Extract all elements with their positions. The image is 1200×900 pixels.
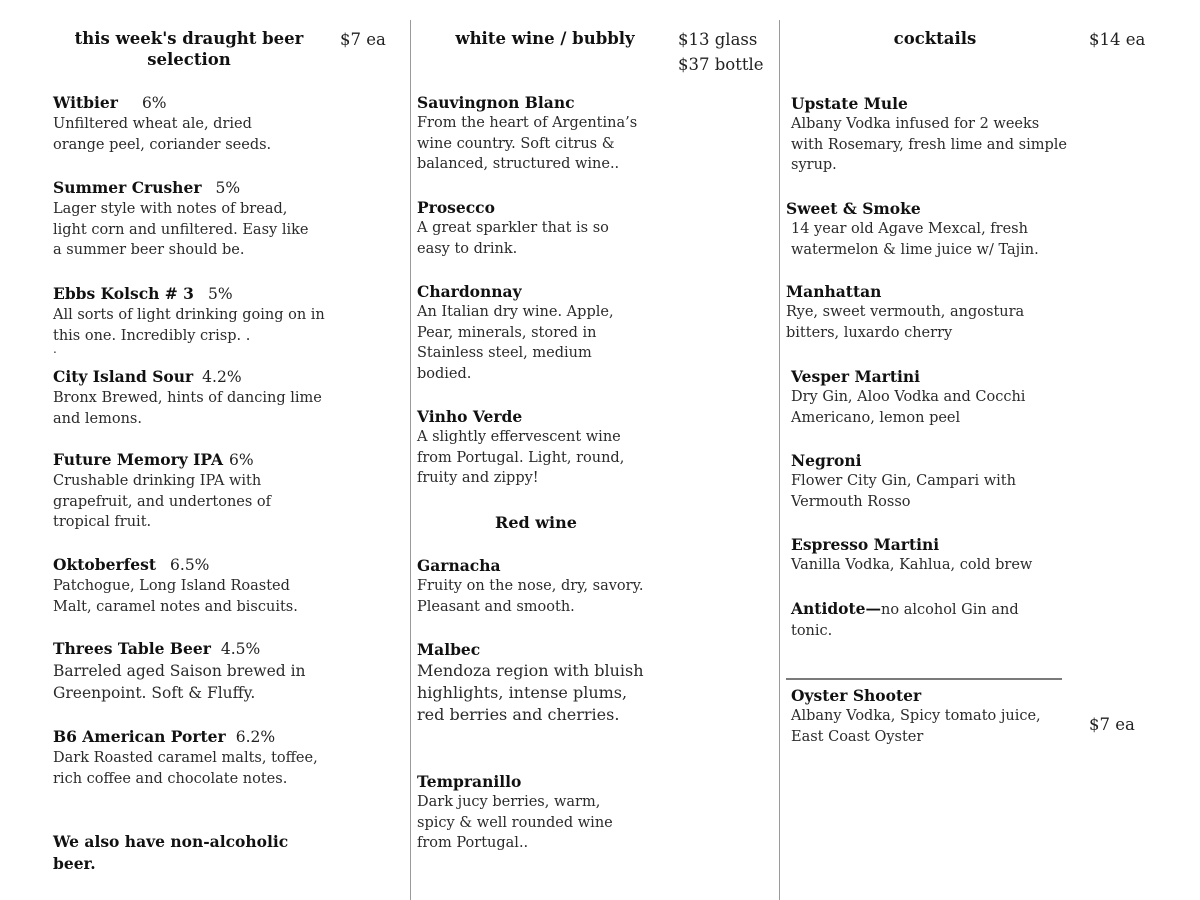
beer-name: Threes Table Beer — [53, 639, 211, 658]
cocktail-item — [791, 450, 1091, 512]
beer-desc: Dark Roasted caramel malts, toffee, rich coffee and chocolate notes. — [53, 750, 318, 787]
cocktail-name: Manhattan — [786, 282, 882, 301]
stray-dot: . — [53, 342, 57, 356]
section-separator — [786, 678, 1062, 680]
wine-desc: Mendoza region with bluish highlights, intense plums, red berries and cherries. — [417, 661, 644, 724]
cocktails-heading: cocktails — [893, 29, 977, 48]
beer-desc: Patchogue, Long Island Roasted Malt, caramel notes and biscuits. — [53, 578, 298, 615]
beer-item — [53, 554, 353, 617]
antidote-item — [791, 598, 1056, 641]
beer-desc: Barreled aged Saison brewed in Greenpoint. Soft & Fluffy. — [53, 662, 306, 702]
cocktail-desc: Rye, sweet vermouth, angostura bitters, luxardo cherry — [786, 304, 1025, 341]
beer-name: Summer Crusher — [53, 178, 202, 197]
beer-item — [53, 449, 353, 533]
wine-name: Prosecco — [417, 198, 495, 217]
beer-item — [53, 283, 353, 346]
cocktail-name: Espresso Martini — [791, 535, 940, 554]
cocktail-item — [791, 93, 1091, 176]
cocktail-name: Vesper Martini — [791, 367, 921, 386]
beer-name: Witbier — [53, 93, 118, 112]
wine-price-glass: $13 glass — [678, 30, 758, 49]
red-wine-item — [417, 639, 677, 726]
beer-abv: 6% — [141, 94, 167, 112]
wine-name: Chardonnay — [417, 282, 522, 301]
wine-desc: A slightly effervescent wine from Portugal. Light, round, fruity and zippy! — [417, 429, 625, 486]
beer-price: $7 ea — [340, 30, 386, 49]
red-wine-item — [417, 555, 677, 617]
white-wine-item — [417, 406, 677, 489]
cocktail-desc: 14 year old Agave Mexcal, fresh watermelon & lime juice w/ Tajin. — [791, 221, 1039, 258]
beer-abv: 6% — [229, 451, 254, 469]
wine-name: Malbec — [417, 640, 481, 659]
cocktail-name: Negroni — [791, 451, 862, 470]
wine-name: Tempranillo — [417, 772, 522, 791]
beer-abv: 4.2% — [202, 368, 242, 386]
wine-price-bottle: $37 bottle — [678, 55, 764, 74]
cocktail-item — [791, 534, 1091, 576]
beer-desc: All sorts of light drinking going on in this one. Incredibly crisp. . — [53, 307, 325, 344]
beer-name: B6 American Porter — [53, 727, 226, 746]
white-wine-item — [417, 281, 677, 384]
cocktail-desc: Albany Vodka, Spicy tomato juice, East Coast Oyster — [791, 708, 1041, 745]
cocktail-desc: Vanilla Vodka, Kahlua, cold brew — [791, 557, 1033, 573]
cocktail-desc: Flower City Gin, Campari with Vermouth Rosso — [791, 473, 1016, 510]
beer-name: City Island Sour — [53, 367, 194, 386]
beer-abv: 5% — [215, 179, 241, 197]
beer-name: Future Memory IPA — [53, 450, 223, 469]
cocktails-price: $14 ea — [1089, 30, 1146, 49]
cocktail-name: Oyster Shooter — [791, 686, 922, 705]
beer-desc: Bronx Brewed, hints of dancing lime and lemons. — [53, 390, 322, 427]
beer-name: Oktoberfest — [53, 555, 157, 574]
beer-heading: this week's draught beer selection — [74, 29, 304, 69]
red-wine-item — [417, 771, 677, 854]
wine-desc: From the heart of Argentina’s wine country. Soft citrus & balanced, structured wine.. — [417, 115, 638, 172]
wine-desc: An Italian dry wine. Apple, Pear, minerals, stored in Stainless steel, medium bodied. — [417, 304, 614, 382]
beer-desc: Lager style with notes of bread, light corn and unfiltered. Easy like a summer beer should be. — [53, 201, 309, 258]
white-wine-heading: white wine / bubbly — [455, 29, 635, 48]
wine-desc: Dark jucy berries, warm, spicy & well rounded wine from Portugal.. — [417, 794, 613, 851]
oyster-shooter-item — [791, 685, 1091, 747]
beer-desc: Crushable drinking IPA with grapefruit, and undertones of tropical fruit. — [53, 473, 272, 530]
wine-name: Sauvingnon Blanc — [417, 93, 575, 112]
white-wine-item — [417, 197, 677, 259]
wine-name: Garnacha — [417, 556, 501, 575]
white-wine-item — [417, 92, 677, 175]
cocktail-desc: no alcohol Gin and tonic. — [791, 602, 1019, 639]
beer-abv: 5% — [207, 285, 233, 303]
wine-desc: A great sparkler that is so easy to drink. — [417, 220, 609, 257]
beer-desc: Unfiltered wheat ale, dried orange peel, coriander seeds. — [53, 116, 272, 153]
wine-desc: Fruity on the nose, dry, savory. Pleasant and smooth. — [417, 578, 644, 615]
beer-item — [53, 177, 353, 261]
beer-abv: 4.5% — [220, 640, 261, 658]
column-divider-left — [410, 20, 411, 900]
beer-abv: 6.5% — [170, 556, 210, 574]
cocktail-item — [786, 281, 1086, 343]
cocktail-item — [786, 198, 1086, 260]
beer-item — [53, 726, 353, 789]
red-wine-heading: Red wine — [495, 513, 577, 532]
beer-item — [53, 366, 353, 429]
oyster-shooter-price: $7 ea — [1089, 715, 1135, 734]
cocktail-desc: Dry Gin, Aloo Vodka and Cocchi Americano, lemon peel — [791, 389, 1026, 426]
wine-name: Vinho Verde — [417, 407, 523, 426]
beer-item — [53, 638, 353, 704]
cocktail-desc: Albany Vodka infused for 2 weeks with Rosemary, fresh lime and simple syrup. — [791, 116, 1067, 173]
cocktail-name: Sweet & Smoke — [786, 199, 921, 218]
cocktail-item — [791, 366, 1091, 428]
cocktail-name: Upstate Mule — [791, 94, 908, 113]
cocktail-name: Antidote— — [791, 599, 882, 618]
column-divider-right — [779, 20, 780, 900]
beer-abv: 6.2% — [235, 728, 276, 746]
beer-item — [53, 92, 353, 155]
non-alcoholic-note: We also have non-alcoholic beer. — [53, 832, 289, 873]
beer-name: Ebbs Kolsch # 3 — [53, 284, 194, 303]
